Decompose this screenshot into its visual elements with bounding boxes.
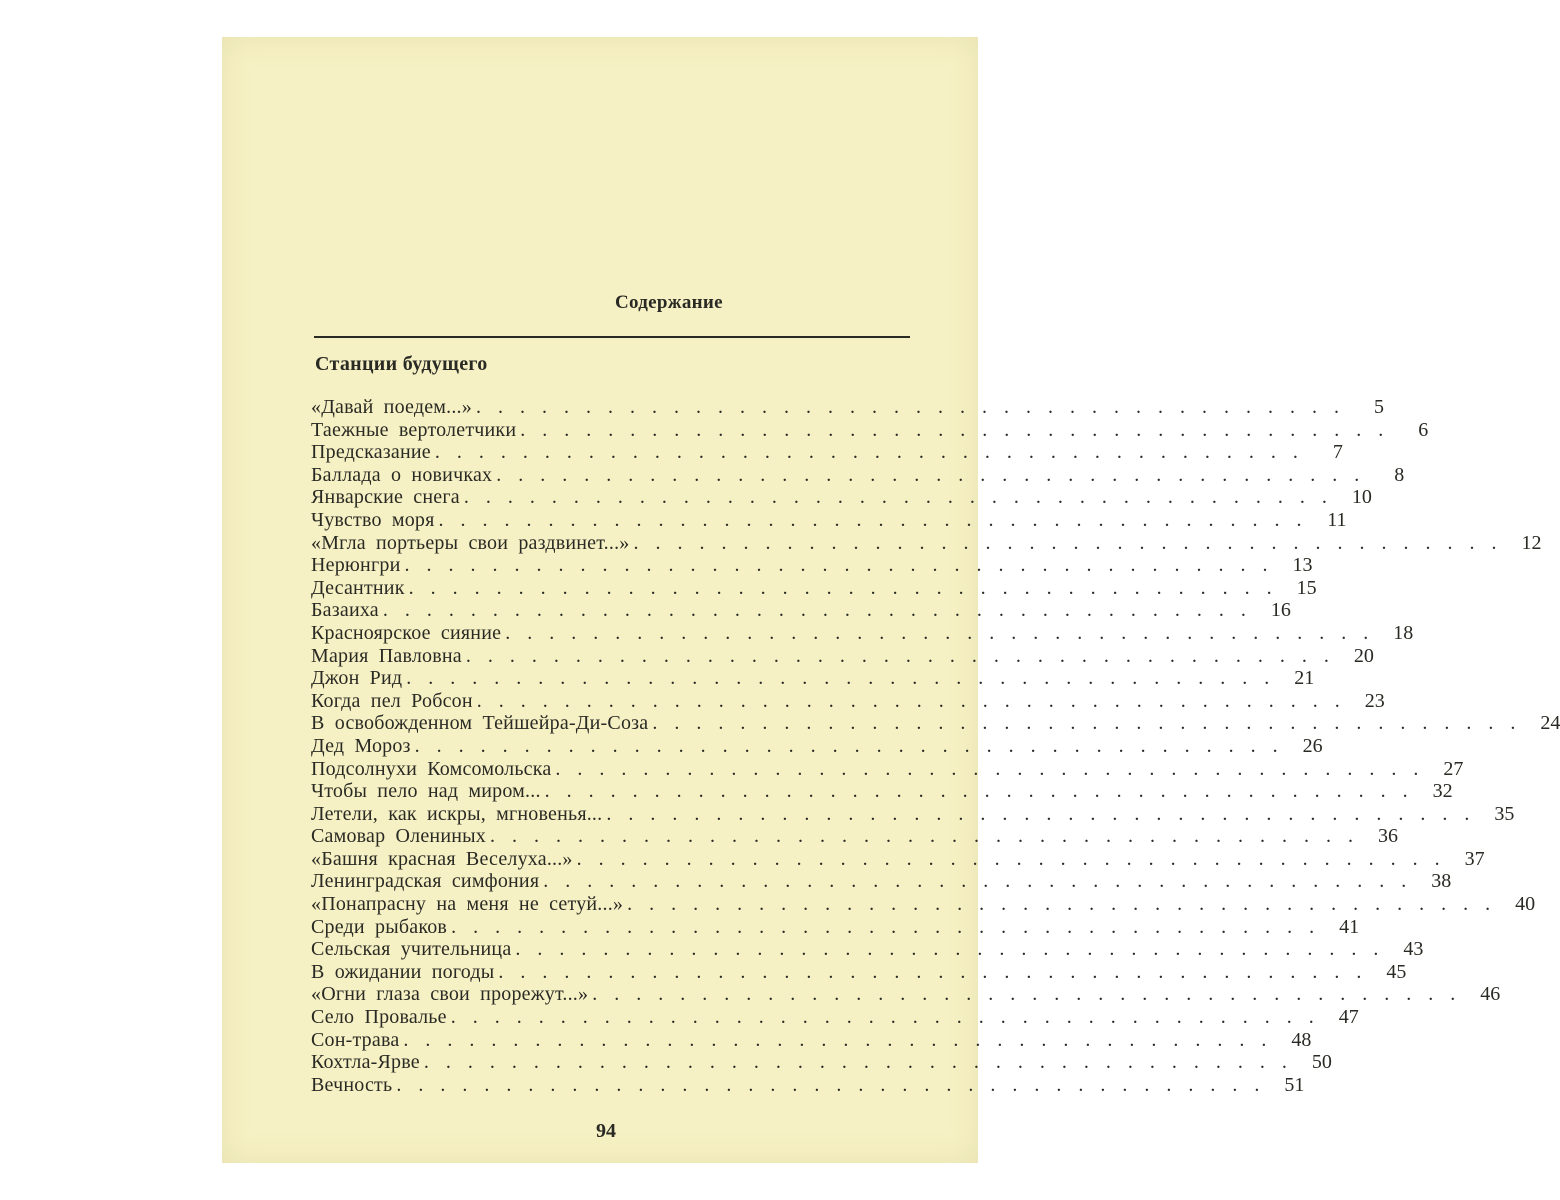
toc-leader-dots: ........................................ bbox=[450, 1006, 1331, 1029]
toc-entry bbox=[311, 870, 1452, 893]
toc-leader-dots: ........................................ bbox=[438, 508, 1319, 531]
toc-entry-page: 8 bbox=[1394, 463, 1405, 486]
page-number: 94 bbox=[596, 1120, 616, 1142]
toc-entry-page: 37 bbox=[1464, 847, 1485, 870]
toc-entry-page: 41 bbox=[1339, 915, 1360, 938]
toc-entry-title: Январские снега bbox=[311, 486, 464, 509]
toc-entry bbox=[311, 960, 1407, 984]
toc-entry-page: 21 bbox=[1294, 667, 1315, 690]
toc-entry-page: 50 bbox=[1311, 1051, 1332, 1074]
section-title: Станции будущего bbox=[315, 353, 488, 375]
toc-entry bbox=[311, 1073, 1305, 1097]
toc-leader-dots: ........................................ bbox=[489, 825, 1370, 848]
toc-leader-dots: ........................................ bbox=[406, 667, 1287, 690]
toc-leader-dots: ........................................ bbox=[555, 757, 1436, 780]
toc-entry-title: Вечность bbox=[311, 1074, 396, 1097]
toc-leader-dots: ........................................ bbox=[403, 1028, 1284, 1051]
toc-leader-dots: ........................................ bbox=[465, 644, 1346, 667]
toc-entry bbox=[311, 757, 1464, 781]
toc-entry bbox=[311, 938, 1424, 961]
toc-entry bbox=[311, 576, 1317, 600]
toc-entry-title: Таежные вертолетчики bbox=[311, 419, 520, 442]
toc-entry bbox=[311, 1028, 1312, 1052]
toc-entry-title: Подсолнухи Комсомольска bbox=[311, 758, 555, 781]
toc-entry-page: 24 bbox=[1540, 712, 1560, 735]
toc-entry bbox=[311, 893, 1536, 916]
toc-entry-page: 45 bbox=[1386, 960, 1407, 983]
toc-entry bbox=[311, 667, 1315, 690]
toc-entry-title: Среди рыбаков bbox=[311, 916, 451, 939]
toc-entry bbox=[311, 847, 1485, 871]
toc-entry-title: Сон-трава bbox=[311, 1029, 403, 1052]
toc-leader-dots: ........................................ bbox=[451, 915, 1332, 938]
toc-entry-page: 20 bbox=[1353, 644, 1374, 667]
toc-entry-title: «Понапрасну на меня не сетуй...» bbox=[311, 893, 627, 916]
toc-entry-page: 16 bbox=[1270, 599, 1291, 622]
toc-entry-page: 35 bbox=[1494, 802, 1515, 825]
toc-leader-dots: ........................................ bbox=[408, 576, 1289, 599]
contents-heading: Содержание bbox=[615, 292, 723, 313]
toc-entry bbox=[311, 441, 1343, 464]
toc-entry-page: 13 bbox=[1292, 554, 1313, 577]
heading-rule bbox=[314, 336, 910, 338]
toc-entry-title: «Мгла портьеры свои раздвинет...» bbox=[311, 532, 634, 555]
toc-entry-page: 40 bbox=[1515, 893, 1536, 916]
toc-leader-dots: ........................................ bbox=[476, 689, 1357, 712]
toc-entry-page: 5 bbox=[1373, 396, 1384, 418]
toc-leader-dots: ........................................ bbox=[414, 734, 1295, 757]
toc-entry-title: Красноярское сияние bbox=[311, 622, 505, 645]
toc-entry-page: 36 bbox=[1377, 825, 1398, 848]
toc-entry bbox=[311, 396, 1384, 419]
toc-leader-dots: ........................................ bbox=[520, 418, 1401, 441]
toc-entry-title: Нерюнгри bbox=[311, 554, 404, 577]
table-of-contents bbox=[311, 396, 1560, 1096]
toc-entry bbox=[311, 508, 1347, 532]
toc-entry-page: 7 bbox=[1332, 441, 1343, 464]
toc-entry-title: «Давай поедем...» bbox=[311, 396, 476, 419]
toc-entry-page: 48 bbox=[1291, 1028, 1312, 1051]
toc-entry bbox=[311, 1051, 1332, 1074]
toc-entry-title: Ленинградская симфония bbox=[311, 870, 543, 893]
toc-entry-page: 47 bbox=[1338, 1006, 1359, 1029]
toc-entry-page: 27 bbox=[1443, 757, 1464, 780]
toc-entry bbox=[311, 689, 1385, 713]
toc-leader-dots: ........................................ bbox=[592, 983, 1473, 1006]
toc-entry-page: 32 bbox=[1432, 780, 1453, 803]
toc-leader-dots: ........................................ bbox=[404, 554, 1285, 577]
toc-entry-title: Кохтла-Ярве bbox=[311, 1051, 424, 1074]
toc-leader-dots: ........................................ bbox=[496, 463, 1377, 486]
toc-entry-page: 18 bbox=[1393, 621, 1414, 644]
toc-entry bbox=[311, 915, 1360, 939]
toc-entry-title: В освобожденном Тейшейра-Ди-Соза bbox=[311, 712, 652, 735]
toc-leader-dots: ........................................ bbox=[515, 938, 1396, 961]
toc-entry-page: 51 bbox=[1284, 1073, 1305, 1096]
toc-entry-page: 38 bbox=[1431, 870, 1452, 893]
toc-entry-title: Село Провалье bbox=[311, 1006, 451, 1029]
toc-entry-page: 43 bbox=[1403, 938, 1424, 961]
toc-entry-title: Баллада о новичках bbox=[311, 464, 496, 487]
toc-entry-title: В ожидании погоды bbox=[311, 961, 498, 984]
toc-entry bbox=[311, 712, 1560, 735]
toc-entry-title: Джон Рид bbox=[311, 667, 406, 690]
toc-entry bbox=[311, 1006, 1359, 1029]
toc-entry-title: Чтобы пело над миром... bbox=[311, 780, 545, 803]
toc-entry bbox=[311, 418, 1429, 442]
toc-leader-dots: ........................................ bbox=[576, 847, 1457, 870]
toc-entry-title: «Башня красная Веселуха...» bbox=[311, 848, 577, 871]
toc-leader-dots: ........................................ bbox=[423, 1051, 1304, 1074]
toc-entry-title: Мария Павловна bbox=[311, 645, 466, 668]
toc-entry-title: Чувство моря bbox=[311, 509, 439, 532]
toc-entry-page: 46 bbox=[1480, 983, 1501, 1006]
toc-entry-page: 23 bbox=[1364, 689, 1385, 712]
toc-entry bbox=[311, 531, 1542, 555]
toc-leader-dots: ........................................ bbox=[498, 960, 1379, 983]
toc-entry-title: Самовар Олениных bbox=[311, 825, 490, 848]
toc-entry bbox=[311, 802, 1515, 826]
toc-leader-dots: ........................................ bbox=[475, 396, 1356, 418]
toc-leader-dots: ........................................ bbox=[434, 441, 1315, 464]
toc-entry-title: Десантник bbox=[311, 577, 409, 600]
toc-entry-title: Базаиха bbox=[311, 599, 383, 622]
toc-entry bbox=[311, 825, 1398, 848]
toc-entry-title: Дед Мороз bbox=[311, 735, 415, 758]
toc-entry-page: 10 bbox=[1351, 486, 1372, 509]
toc-entry bbox=[311, 463, 1405, 487]
toc-entry bbox=[311, 599, 1291, 622]
toc-entry bbox=[311, 983, 1501, 1006]
toc-entry-page: 26 bbox=[1302, 734, 1323, 757]
toc-leader-dots: ........................................ bbox=[544, 780, 1425, 803]
toc-leader-dots: ........................................ bbox=[606, 802, 1487, 825]
toc-entry-title: «Огни глаза свои прорежут...» bbox=[311, 983, 592, 1006]
toc-entry bbox=[311, 734, 1323, 758]
toc-entry-title: Когда пел Робсон bbox=[311, 690, 477, 713]
toc-entry-title: Предсказание bbox=[311, 441, 435, 464]
toc-entry bbox=[311, 644, 1374, 668]
toc-entry bbox=[311, 780, 1453, 803]
toc-entry-page: 12 bbox=[1521, 531, 1542, 554]
toc-leader-dots: ........................................ bbox=[396, 1073, 1277, 1096]
toc-leader-dots: ........................................ bbox=[505, 621, 1386, 644]
toc-entry-page: 11 bbox=[1327, 508, 1347, 531]
toc-entry-title: Сельская учительница bbox=[311, 938, 515, 961]
toc-leader-dots: ........................................ bbox=[382, 599, 1263, 622]
toc-entry bbox=[311, 621, 1414, 645]
toc-leader-dots: ........................................ bbox=[463, 486, 1344, 509]
toc-leader-dots: ........................................ bbox=[627, 893, 1508, 916]
toc-entry-page: 6 bbox=[1418, 418, 1429, 441]
toc-entry-title: Летели, как искры, мгновенья... bbox=[311, 803, 606, 826]
toc-entry bbox=[311, 554, 1313, 577]
toc-leader-dots: ........................................ bbox=[633, 531, 1514, 554]
toc-entry bbox=[311, 486, 1372, 509]
toc-entry-page: 15 bbox=[1296, 576, 1317, 599]
toc-leader-dots: ........................................ bbox=[543, 870, 1424, 893]
toc-leader-dots: ........................................ bbox=[652, 712, 1533, 735]
